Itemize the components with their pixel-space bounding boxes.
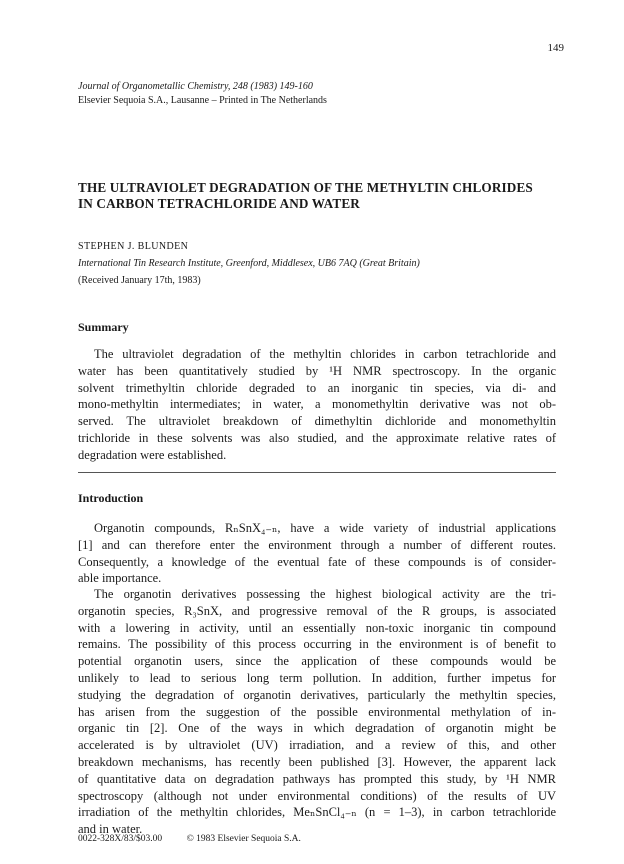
author-affiliation: International Tin Research Institute, Greenford, Middlesex, UB6 7AQ (Great Britain) <box>78 258 420 269</box>
text-line: organotin species, R₃SnX, and progressive removal of the R groups, is associated <box>78 603 556 618</box>
footer-code: 0022-328X/83/$03.00 <box>78 834 163 844</box>
text-line: potential organotin users, since the application of these compounds would be <box>78 654 556 669</box>
text-line: studying the degradation of organotin derivatives, particularly the methyltin species, <box>78 687 556 702</box>
summary-heading: Summary <box>78 320 129 334</box>
text-line: unlikely to lead to serious long term pollution. In addition, further impetus for <box>78 670 556 685</box>
text-line: accelerated is by ultraviolet (UV) irradiation, and a review of this, and other <box>78 738 556 753</box>
text-line: breakdown mechanisms, has recently been published [3]. However, the apparent lack <box>78 754 556 769</box>
text-line: [1] and can therefore enter the environment through a number of different routes. <box>78 537 556 552</box>
text-line: spectroscopy (although not under environmental conditions) of the results of UV <box>78 788 556 803</box>
text-line: and in water. <box>78 822 143 837</box>
page-footer <box>78 834 323 844</box>
journal-header <box>78 80 327 108</box>
text-line: irradiation of the methyltin chlorides, MeₙSnCl₄₋ₙ (n = 1–3), in carbon tetrachloride <box>78 805 556 820</box>
title-line: THE ULTRAVIOLET DEGRADATION OF THE METHYLTIN CHLORIDES <box>78 180 533 195</box>
text-line: Organotin compounds, RₙSnX₄₋ₙ, have a wide variety of industrial applications <box>94 521 556 535</box>
text-line: trichloride in these solvents was also studied, and the approximate relative rates of <box>78 430 556 445</box>
text-line: served. The ultraviolet breakdown of dimethyltin dichloride and monomethyltin <box>78 414 556 429</box>
author-name: STEPHEN J. BLUNDEN <box>78 241 189 252</box>
page-number: 149 <box>547 42 564 54</box>
title-line: IN CARBON TETRACHLORIDE AND WATER <box>78 196 360 211</box>
footer-copyright: © 1983 Elsevier Sequoia S.A. <box>186 834 301 844</box>
text-line: able importance. <box>78 571 162 586</box>
journal-publisher: Elsevier Sequoia S.A., Lausanne – Printed in The Netherlands <box>78 95 327 106</box>
text-line: degradation were established. <box>78 447 227 462</box>
introduction-heading: Introduction <box>78 491 144 505</box>
text-line: water has been quantitatively studied by ¹H NMR spectroscopy. In the organic <box>78 363 556 378</box>
introduction-paragraph-2 <box>78 586 556 838</box>
article-title <box>78 180 558 212</box>
introduction-paragraph-1 <box>78 520 556 587</box>
text-line: solvent trimethyltin chloride degraded to an inorganic tin species, via di- and <box>78 380 556 395</box>
received-date: (Received January 17th, 1983) <box>78 275 201 286</box>
text-line: of quantitative data on degradation pathways has prompted this study, by ¹H NMR <box>78 771 556 786</box>
text-line: with a lowering in activity, until an essentially non-toxic inorganic tin compound <box>78 620 556 635</box>
summary-paragraph <box>78 346 556 464</box>
author-block <box>78 238 420 289</box>
text-line: The ultraviolet degradation of the methyltin chlorides in carbon tetrachloride and <box>94 347 556 361</box>
text-line: has arisen from the suggestion of the possible environmental methylation of in- <box>78 704 556 719</box>
text-line: mono-methyltin intermediates; in water, a monomethyltin derivative was not ob- <box>78 397 556 412</box>
section-divider <box>78 472 556 473</box>
text-line: organic tin [2]. One of the ways in which degradation of organotin might be <box>78 721 556 736</box>
text-line: The organotin derivatives possessing the highest biological activity are the tri- <box>94 587 556 601</box>
text-line: remains. The possibility of this process occurring in the environment is of benefit to <box>78 637 556 652</box>
journal-citation: Journal of Organometallic Chemistry, 248 (1983) 149-160 <box>78 81 313 92</box>
text-line: Consequently, a knowledge of the eventual fate of these compounds is of consider- <box>78 554 556 569</box>
